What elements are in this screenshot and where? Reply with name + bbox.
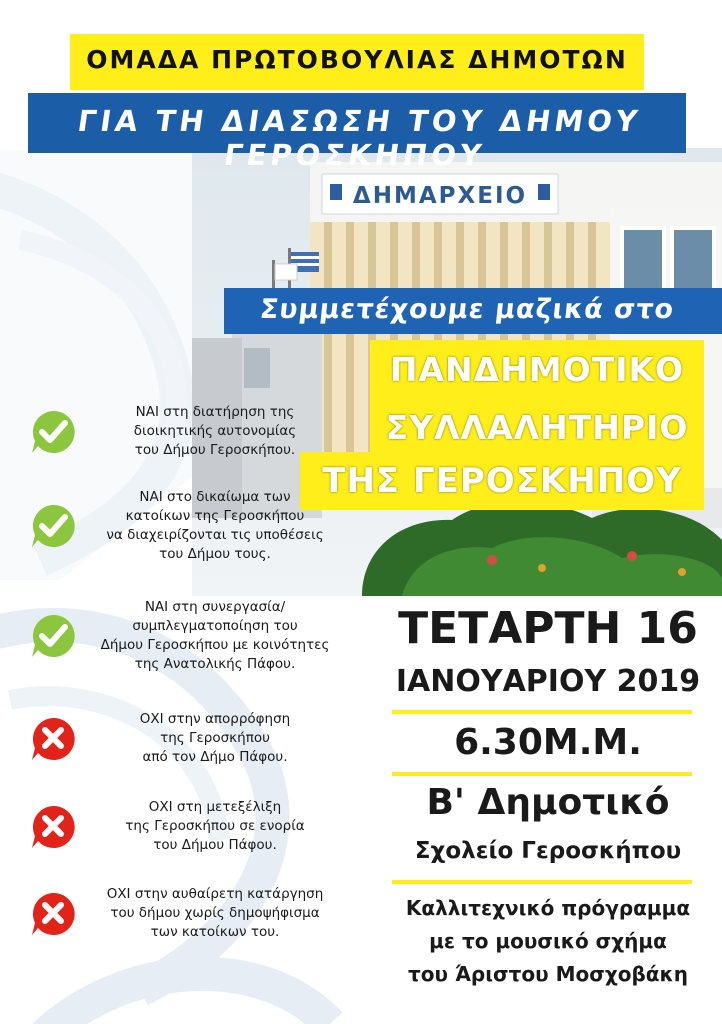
checklist-line: από τον Δήμο Πάφου. xyxy=(142,749,288,765)
program-line-3: του Άριστου Μοσχοβάκη xyxy=(408,962,688,986)
checklist-line: του Δήμου Γεροσκήπου. xyxy=(134,442,296,458)
checklist-line: του Δήμου τους. xyxy=(159,546,271,562)
checklist-line: Δήμου Γεροσκήπου με κοινότητες xyxy=(100,637,330,653)
headline-line-3: ΣΥΛΛΑΛΗΤΗΡΙΟ xyxy=(385,408,689,447)
checklist-line: της Γεροσκήπου σε ενορία xyxy=(125,818,305,834)
headline-box-2 xyxy=(370,398,704,456)
headline-line-4: ΤΗΣ ΓΕΡΟΣΚΗΠΟΥ xyxy=(322,461,682,501)
checklist-line: ΝΑΙ στη διατήρηση της xyxy=(135,404,295,420)
event-day: ΤΕΤΑΡΤΗ 16 xyxy=(398,603,698,654)
town-hall-sign: ΔΗΜΑΡΧΕΙΟ xyxy=(352,183,528,209)
checklist-text xyxy=(80,488,350,564)
checklist-line: ΝΑΙ στο δικαίωμα των xyxy=(139,489,291,505)
cross-icon xyxy=(30,804,76,850)
checklist-text xyxy=(80,798,350,855)
checklist-line: ΟΧΙ στη μετεξέλιξη xyxy=(148,799,282,815)
event-month-year: ΙΑΝΟΥΑΡΙΟΥ 2019 xyxy=(395,664,701,699)
organizer-subtitle: ΓΙΑ ΤΗ ΔΙΑΣΩΣΗ ΤΟΥ ΔΗΜΟΥ ΓΕΡΟΣΚΗΠΟΥ xyxy=(75,104,644,172)
checklist-line: των κατοίκων του. xyxy=(150,924,280,940)
headline-intro: Συμμετέχουμε μαζικά στο xyxy=(258,294,676,325)
checklist-text xyxy=(80,710,350,767)
checklist-line: να διαχειρίζονται τις υποθέσεις xyxy=(106,527,324,543)
program-line-2: με το μουσικό σχήμα xyxy=(429,929,667,953)
event-venue-school: Σχολείο Γεροσκήπου xyxy=(414,838,682,864)
checklist-text xyxy=(80,598,350,674)
check-icon xyxy=(30,409,76,455)
event-venue: Β' Δημοτικό xyxy=(426,782,670,823)
checklist-text xyxy=(80,403,350,460)
divider xyxy=(392,772,692,776)
program-line-1: Καλλιτεχνικό πρόγραμμα xyxy=(405,896,691,920)
checklist-line: ΝΑΙ στη συνεργασία/ xyxy=(144,599,286,615)
divider xyxy=(392,880,692,884)
checklist-line: ΟΧΙ στην απορρόφηση xyxy=(139,711,291,727)
checklist-line: της Ανατολικής Πάφου. xyxy=(134,656,296,672)
headline-line-2: ΠΑΝΔΗΜΟΤΙΚΟ xyxy=(389,350,685,389)
checklist-line: συμπλεγματοποίηση του xyxy=(132,618,298,634)
checklist-line: του δήμου χωρίς δημοψήφισμα xyxy=(110,905,320,921)
divider xyxy=(392,710,692,714)
header-banner-blue xyxy=(28,93,686,172)
headline-box-1 xyxy=(370,340,704,398)
checklist-line: ΟΧΙ στην αυθαίρετη κατάργηση xyxy=(106,886,324,902)
header-banner-yellow xyxy=(70,34,644,90)
cross-icon xyxy=(30,716,76,762)
checklist-line: της Γεροσκήπου xyxy=(160,730,270,746)
event-time: 6.30Μ.Μ. xyxy=(454,722,642,763)
cross-icon xyxy=(30,891,76,937)
checklist-line: διοικητικής αυτονομίας xyxy=(133,423,297,439)
check-icon xyxy=(30,613,76,659)
headline-box-3 xyxy=(300,452,704,510)
organizer-title: ΟΜΑΔΑ ΠΡΩΤΟΒΟΥΛΙΑΣ ΔΗΜΟΤΩΝ xyxy=(86,45,628,74)
checklist-text xyxy=(80,885,350,942)
checklist-line: κατοίκων της Γεροσκήπου xyxy=(125,508,305,524)
headline-bar xyxy=(224,288,722,334)
check-icon xyxy=(30,503,76,549)
checklist-line: του Δήμου Πάφου. xyxy=(153,837,277,853)
